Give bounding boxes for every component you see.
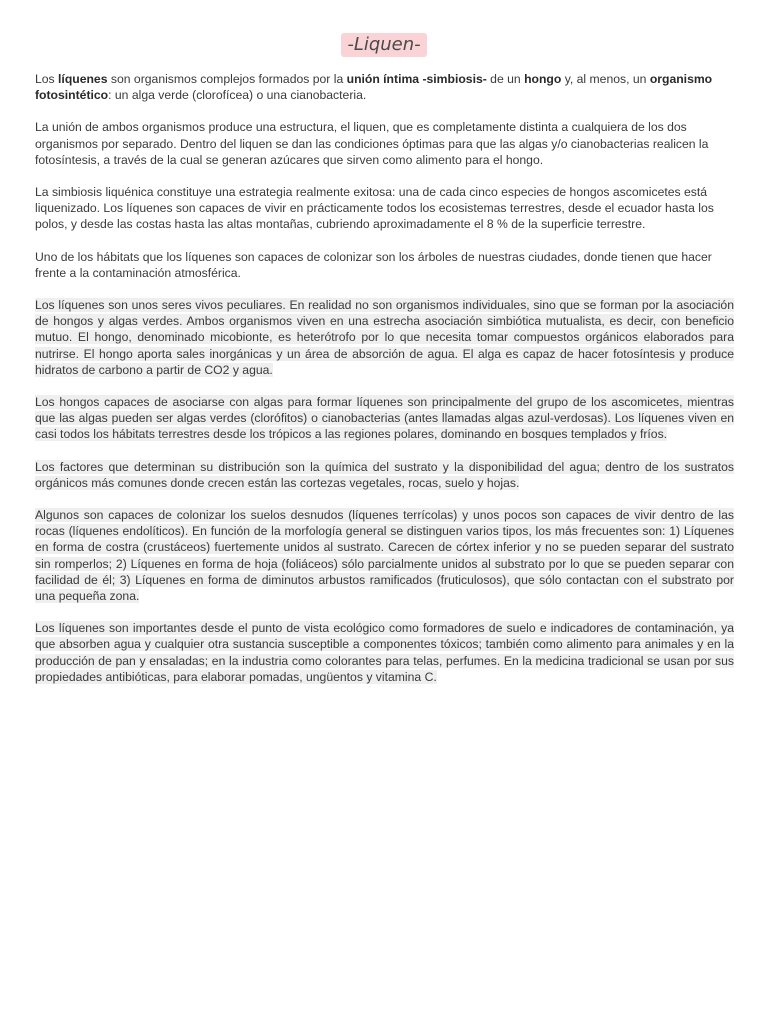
text-run: y, al menos, un [561, 72, 650, 86]
text-run: Los [35, 72, 59, 86]
intro-paragraph-4: Uno de los hábitats que los líquenes son capaces de colonizar son los árboles de nuestras ciudades, donde tienen que hacer frente a la contaminación atmosférica. [35, 249, 712, 280]
intro-paragraph-1 [35, 71, 734, 103]
highlighted-text: Los hongos capaces de asociarse con algas para formar líquenes son principalmente del grupo de los ascomicetes, mientras que las algas pueden ser algas verdes (clorófitos) o cianobacterias (antes llamadas algas azul-verdosas). Los líquenes viven en casi todos los hábitats terrestres desde los trópicos a las regiones polares, dominando en bosques templados y fríos. [35, 395, 734, 442]
highlighted-paragraph-2 [35, 394, 734, 443]
intro-paragraph-2: La unión de ambos organismos produce una estructura, el liquen, que es completamente distinta a cualquiera de los dos organismos por separado. Dentro del liquen se dan las condiciones óptimas para que las algas y/o cianobacterias realicen la fotosíntesis, a través de la cual se generan azúcares que sirven como alimento para el hongo. [35, 120, 709, 167]
page-title: -Liquen- [341, 33, 426, 57]
highlighted-text: Los líquenes son importantes desde el punto de vista ecológico como formadores de suelo e indicadores de contaminación, ya que absorben agua y cualquier otra sustancia susceptible a componentes tóxicos; también como alimento para animales y en la producción de pan y ensaladas; en la industria como colorantes para telas, perfumes. En la medicina tradicional se usan por sus propiedades antibióticas, para elaborar pomadas, ungüentos y vitamina C. [35, 621, 734, 684]
highlighted-paragraph-3 [35, 459, 734, 491]
text-run: : un alga verde (clorofícea) o una cianobacteria. [108, 88, 367, 103]
highlighted-paragraph-1 [35, 297, 734, 378]
highlighted-text: Algunos son capaces de colonizar los suelos desnudos (líquenes terrícolas) y unos pocos son capaces de vivir dentro de las rocas (líquenes endolíticos). En función de la morfología general se distinguen varios tipos, los más frecuentes son: 1) Líquenes en forma de costra (crustáceos) fuertemente unidos al sustrato. Carecen de córtex inferior y no se pueden separar del sustrato sin romperlos; 2) Líquenes en forma de hoja (foliáceos) sólo parcialmente unidos al substrato por lo que se pueden separar con facilidad de él; 3) Líquenes en forma de diminutos arbustos ramificados (fruticulosos), que sólo contactan con el substrato por una pequeña zona. [35, 508, 734, 604]
text-run: de un [486, 72, 525, 86]
highlighted-section [35, 297, 734, 685]
bold-term-organismo-fotosintetico: organismo fotosintético [35, 72, 713, 103]
document-body [35, 71, 734, 701]
bold-term-liquenes: líquenes [58, 72, 108, 86]
intro-paragraph-3: La simbiosis liquénica constituye una estrategia realmente exitosa: una de cada cinco especies de hongos ascomicetes está liquenizado. Los líquenes son capaces de vivir en prácticamente todos los ecosistemas terrestres, desde el ecuador hasta los polos, y desde las costas hasta las altas montañas, cubriendo aproximadamente el 8 % de la superficie terrestre. [35, 185, 714, 232]
title-wrapper [0, 33, 768, 57]
bold-term-hongo: hongo [524, 72, 562, 86]
highlighted-text: Los factores que determinan su distribución son la química del sustrato y la disponibilidad del agua; dentro de los sustratos orgánicos más comunes donde crecen están las cortezas vegetales, rocas, suelo y hojas. [35, 459, 734, 490]
highlighted-paragraph-4 [35, 507, 734, 604]
bold-term-union-intima: unión íntima -simbiosis- [346, 72, 487, 86]
text-run: son organismos complejos formados por la [107, 72, 347, 86]
intro-section [35, 71, 734, 281]
highlighted-paragraph-5 [35, 620, 734, 685]
highlighted-text: Los líquenes son unos seres vivos peculiares. En realidad no son organismos individuales, sino que se forman por la asociación de hongos y algas verdes. Ambos organismos viven en una estrecha asociación simbiótica mutualista, es decir, con beneficio mutuo. El hongo, denominado micobionte, es heterótrofo por lo que necesita tomar compuestos orgánicos elaborados para nutrirse. El hongo aporta sales inorgánicas y un área de absorción de agua. El alga es capaz de hacer fotosíntesis y produce hidratos de carbono a partir de CO2 y agua. [35, 298, 734, 377]
